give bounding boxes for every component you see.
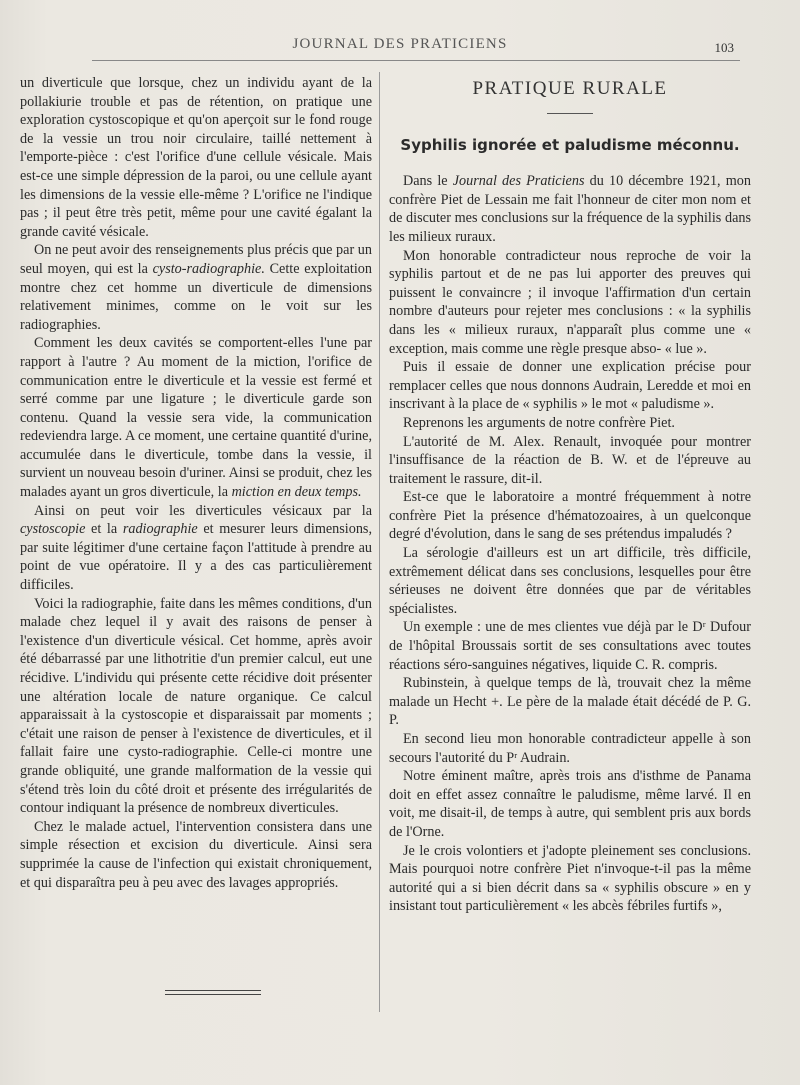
paragraph: Voici la radiographie, faite dans les mêmes conditions, d'un malade chez lequel il y avait des raisons de penser à l'existence d'un diverticule vésical. Cet homme, après avoir été débarrassé par une lithotritie d'un premier calcul, eut une récidive. L'individu qui présente cette récidive doit présenter une altération locale de nature organique. Ce calcul apparaissait à la cystoscopie et disparaissait par moments ; c'était une raison de penser à l'existence de diverticules, et il fallait faire une cysto-radiographie. Celle-ci montre une grande obliquité, une grande malformation de la vessie qui s'étend très loin du côté droit et présente des irrégularités de contour indiquant la présence de nombreux diverticules.	[20, 595, 372, 817]
paragraph: Est-ce que le laboratoire a montré fréquemment à notre confrère Piet la présence d'hématozoaires, à un quelconque degré d'évolution, dans le sang de ses prétendus impaludés ?	[389, 489, 751, 543]
right-column	[389, 74, 751, 916]
end-double-rule	[165, 990, 261, 998]
paragraph: Reprenons les arguments de notre confrère Piet.	[403, 414, 675, 431]
journal-title: JOURNAL DES PRATICIENS	[292, 36, 508, 52]
article-title: Syphilis ignorée et paludisme méconnu.	[400, 135, 740, 154]
paragraph: Rubinstein, à quelque temps de là, trouvait chez la même malade un Hecht +. Le père de la malade était décédé de P. G. P.	[389, 675, 751, 729]
paragraph: On ne peut avoir des renseignements plus précis que par un seul moyen, qui est la cysto-radiographie. Cette exploitation montre chez cet homme un diverticule de dimensions relativement minimes, comme on le voit sur les radiographies.	[20, 242, 372, 333]
paragraph: L'autorité de M. Alex. Renault, invoquée pour montrer l'insuffisance de la réaction de B. W. et de l'épreuve au traitement le rassure, dit-il.	[389, 433, 751, 487]
paragraph: Puis il essaie de donner une explication précise pour remplacer celles que nous donnons Audrain, Leredde et moi en inscrivant à la place de « syphilis » le mot « paludisme ».	[389, 359, 751, 413]
section-title: PRATIQUE RURALE	[472, 78, 668, 99]
column-divider	[379, 72, 380, 1012]
paragraph: Notre éminent maître, après trois ans d'isthme de Panama doit en effet assez connaître le paludisme, même larvé. Il en voit, me disait-il, de temps à autre, qui semblent pris aux bords de l'Orne.	[389, 768, 751, 840]
paragraph: un diverticule que lorsque, chez un individu ayant de la pollakiurie trouble et pas de rétention, on pratique une exploration cystoscopique et qu'on aperçoit sur le fond rouge de la vessie un trou noir circulaire, taillé nettement à l'emporte-pièce : c'est l'orifice d'une cellule vésicale. Mais est-ce une simple dépression de la paroi, ou une cellule ayant les dimensions de la vessie elle-même ? L'orifice ne l'indique pas ; il peut être très petit, même pour une cavité égalant la grande cavité vésicale.	[20, 75, 372, 240]
paragraph: La sérologie d'ailleurs est un art difficile, très difficile, extrêmement délicat dans ses conclusions, lesquelles pour être sérieuses ne doivent être données que par de véritables spécialistes.	[389, 545, 751, 617]
paragraph: Comment les deux cavités se comportent-elles l'une par rapport à l'autre ? Au moment de la miction, l'orifice de communication entre le diverticule et la vessie est fermé et serré comme par une ligature ; le diverticule garde son contenu. Quand la vessie sera vide, la communication redeviendra large. A ce moment, une certaine quantité d'urine, accumulée dans le diverticule, tombe dans la vessie, il survient un nouveau besoin d'uriner. Ainsi se produit, chez les malades ayant un gros diverticule, la miction en deux temps.	[20, 335, 372, 501]
paragraph: Ainsi on peut voir les diverticules vésicaux par la cystoscopie et la radiographie et mesurer leurs dimensions, par suite légitimer d'une certaine façon l'attitude à prendre au point de vue opératoire. Il y a des cas particulièrement difficiles.	[20, 502, 372, 594]
header-rule	[92, 60, 740, 61]
paragraph: En second lieu mon honorable contradicteur appelle à son secours l'autorité du Pʳ Audrain.	[389, 731, 751, 766]
page-number: 103	[714, 40, 734, 55]
running-header	[0, 36, 800, 66]
left-column	[20, 74, 372, 892]
paragraph: Un exemple : une de mes clientes vue déjà par le Dʳ Dufour de l'hôpital Broussais sortit de ses consultations avec toutes réactions séro-sanguines négatives, liquide C. R. compris.	[389, 619, 751, 673]
paragraph: Dans le Journal des Praticiens du 10 décembre 1921, mon confrère Piet de Lessain me fait l'honneur de citer mon nom et de discuter mes conclusions sur la fréquence de la syphilis dans les milieux ruraux.	[389, 173, 751, 245]
paragraph: Mon honorable contradicteur nous reproche de voir la syphilis partout et de ne pas lui apporter des preuves qui puissent le convaincre ; il invoque l'affirmation d'un certain nombre d'auteurs pour rejeter mes conclusions : « la syphilis dans les « milieux ruraux, n'apparaît plus comme une « exception, mais comme une règle presque abso- « lue ».	[389, 247, 751, 357]
paragraph: Je le crois volontiers et j'adopte pleinement ses conclusions. Mais pourquoi notre confrère Piet n'invoque-t-il pas la même autorité qui a si bien décrit dans sa « syphilis obscure » en y insistant tout particulièrement « les abcès fébriles furtifs »,	[389, 842, 751, 915]
paragraph: Chez le malade actuel, l'intervention consistera dans une simple résection et excision du diverticule. Ainsi sera supprimée la cause de l'infection qui existait chroniquement, et qui disparaîtra peu à peu avec des lavages appropriés.	[20, 818, 372, 891]
title-rule	[547, 113, 593, 114]
